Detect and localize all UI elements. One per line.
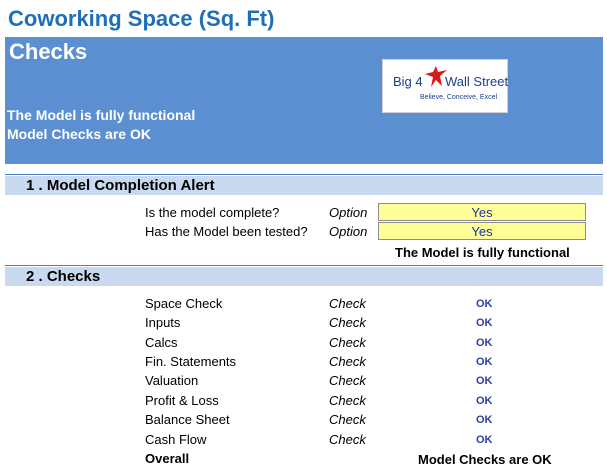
check-type-cash-flow: Check: [329, 432, 366, 447]
overall-status: Model Checks are OK: [418, 452, 552, 467]
check-type-space: Check: [329, 296, 366, 311]
check-label-valuation: Valuation: [145, 373, 199, 388]
check-label-calcs: Calcs: [145, 335, 178, 350]
section-title-completion: 1 . Model Completion Alert: [26, 177, 215, 194]
banner-model-status: The Model is fully functional: [7, 107, 196, 123]
section-divider: [5, 265, 603, 266]
check-label-balance-sheet: Balance Sheet: [145, 412, 230, 427]
checks-banner: [5, 37, 603, 164]
check-value-balance-sheet: OK: [476, 414, 493, 426]
section-divider: [5, 174, 603, 175]
check-label-inputs: Inputs: [145, 315, 181, 330]
check-type-profit-loss: Check: [329, 393, 366, 408]
check-label-fin-statements: Fin. Statements: [145, 354, 237, 369]
check-type-inputs: Check: [329, 315, 366, 330]
check-type-valuation: Check: [329, 373, 366, 388]
check-type-balance-sheet: Check: [329, 412, 366, 427]
logo-text-left: Big 4: [393, 74, 423, 89]
check-value-cash-flow: OK: [476, 434, 493, 446]
check-value-valuation: OK: [476, 375, 493, 387]
row-label-model-tested: Has the Model been tested?: [145, 224, 308, 239]
model-complete-input[interactable]: Yes: [378, 203, 586, 221]
logo-tagline: Believe, Conceive, Excel: [420, 94, 498, 101]
check-value-calcs: OK: [476, 337, 493, 349]
row-label-model-complete: Is the model complete?: [145, 205, 280, 220]
page-title: Coworking Space (Sq. Ft): [8, 6, 275, 31]
row-type-model-tested: Option: [329, 224, 368, 239]
check-value-fin-statements: OK: [476, 356, 493, 368]
company-logo: [382, 59, 508, 113]
banner-title: Checks: [9, 39, 88, 64]
check-value-profit-loss: OK: [476, 395, 493, 407]
row-type-model-complete: Option: [329, 205, 368, 220]
completion-status: The Model is fully functional: [395, 245, 570, 260]
check-type-calcs: Check: [329, 335, 366, 350]
check-label-cash-flow: Cash Flow: [145, 432, 207, 447]
check-label-profit-loss: Profit & Loss: [145, 393, 219, 408]
model-tested-input[interactable]: Yes: [378, 222, 586, 240]
check-value-space: OK: [476, 298, 493, 310]
banner-checks-status: Model Checks are OK: [7, 126, 151, 142]
check-value-inputs: OK: [476, 317, 493, 329]
section-title-checks: 2 . Checks: [26, 268, 101, 285]
logo-text-right: Wall Street: [445, 74, 509, 89]
check-label-space: Space Check: [145, 296, 223, 311]
overall-label: Overall: [145, 451, 190, 466]
check-type-fin-statements: Check: [329, 354, 366, 369]
